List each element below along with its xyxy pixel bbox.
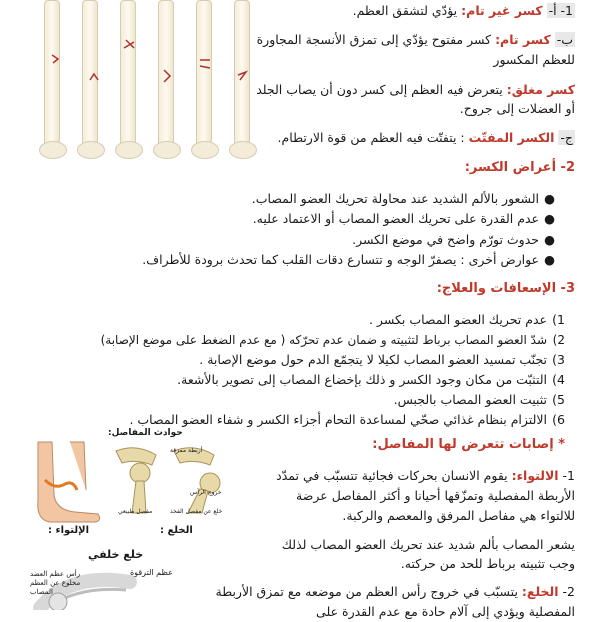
fracture-b: ب- كسر تام: كسر مفتوح يؤدّي إلى تمزق الأنسجة المجاورة	[256, 32, 573, 47]
symptom-item-2: ●عدم القدرة على تحريك العضو المصاب أو الاعتماد عليه.	[252, 211, 555, 226]
fracture-closed: كسر مغلق: يتعرض فيه العظم إلى كسر دون أن يصاب الجلد	[256, 82, 575, 97]
fracture-closed-cont: أو العضلات إلى جروح.	[459, 101, 575, 116]
label-sprain: الإلتواء :	[48, 525, 90, 536]
sprain-line-5: وجب تثبيته برباط للحد من حركته.	[400, 556, 575, 571]
label-dislocation: الخلع :	[160, 525, 193, 536]
symptom-item-1: ●الشعور بالألم الشديد عند محاولة تحريك العضو المصاب.	[251, 191, 555, 206]
first-aid-item-4: 4)التثبّت من مكان وجود الكسر و ذلك بإخضاع المصاب إلى تصوير بالأشعة.	[177, 372, 565, 387]
fracture-marks	[40, 0, 280, 160]
shoulder-label-clavicle: عظم الترقوة	[130, 568, 173, 577]
label-ligament: أربطة ممزقة	[170, 447, 203, 454]
shoulder-figure	[30, 548, 190, 610]
first-aid-item-6: 6)الالتزام بنظام غذائي صحّي لمساعدة التحام أجزاء الكسر و شفاء العضو المصاب .	[129, 412, 565, 427]
sprain-line-3: للالتواء هي مفاصل المرفق والمعصم والركبة.	[342, 508, 575, 523]
fracture-b-cont: للعظم المكسور	[493, 52, 575, 67]
first-aid-item-1: 1)عدم تحريك العضو المصاب بكسر .	[368, 312, 565, 327]
hip-normal-illustration	[112, 445, 164, 515]
dislocation-line-2: المفصلية ويؤدي إلى آلام حادة مع عدم القدرة على	[316, 604, 575, 619]
symptom-item-4: ●عوارض أخرى : يصفرّ الوجه و تتسارع دقات القلب كما تحدث برودة للأطراف.	[142, 252, 555, 267]
symptoms-heading: 2- أعراض الكسر:	[464, 160, 575, 175]
first-aid-item-3: 3)تجنّب تمسيد العضو المصاب لكيلا لا يتجمّع الدم حول موضع الإصابة .	[199, 352, 565, 367]
joints-figure-title: حوادث المفاصل:	[108, 428, 183, 438]
sprain-line-2: الأربطة المفصلية وتمزّقها أحيانا و أكثر المفاصل عرضة	[296, 488, 575, 503]
shoulder-figure-title: خلع خلفي	[88, 548, 144, 561]
label-dislocated: خلع عن مفصل الفخذ	[170, 508, 223, 515]
joints-figure	[30, 425, 225, 540]
shoulder-label-head: رأس عظم العضد	[30, 570, 81, 578]
first-aid-heading: 3- الإسعافات والعلاج:	[436, 281, 575, 296]
sprain-line-1: 1- الالتواء: يقوم الانسان بحركات فجائية تتسبّب في تمدّد	[276, 468, 575, 483]
shoulder-label-displaced: مخلوع عن العظم	[30, 579, 81, 587]
shoulder-label-affected: المصاب	[30, 588, 53, 596]
dislocation-line-1: 2- الخلع: يتسبّب في خروج رأس العظم من موضعه مع تمزق الأربطة	[215, 584, 575, 599]
joints-heading: * إصابات تتعرض لها المفاصل:	[372, 437, 565, 452]
first-aid-item-5: 5)تثبيت العضو المصاب بالجبس.	[393, 392, 565, 407]
sprain-line-4: يشعر المصاب بألم شديد عند تحريك العضو المصاب لذلك	[281, 537, 575, 552]
label-head-out: خروج الرأس	[190, 489, 222, 496]
hip-dislocated-illustration	[170, 445, 225, 515]
fracture-a: 1- أ- كسر غير تام: يؤدّي لتشقق العظم.	[352, 3, 573, 18]
first-aid-item-2: 2)شدّ العضو المصاب برباط لتثبيته و ضمان عدم تحرّكه ( مع عدم الضغط على موضع الإصابة)	[100, 333, 565, 347]
ankle-sprain-illustration	[30, 440, 105, 525]
label-normal: مفصل طبيعي	[118, 508, 153, 515]
fracture-types-illustration	[40, 0, 280, 160]
fracture-c: ج- الكسر المفتّت : يتفتّت فيه العظم من قوة الارتطام.	[277, 130, 573, 145]
symptom-item-3: ●حدوث تورّم واضح في موضع الكسر.	[352, 232, 555, 247]
